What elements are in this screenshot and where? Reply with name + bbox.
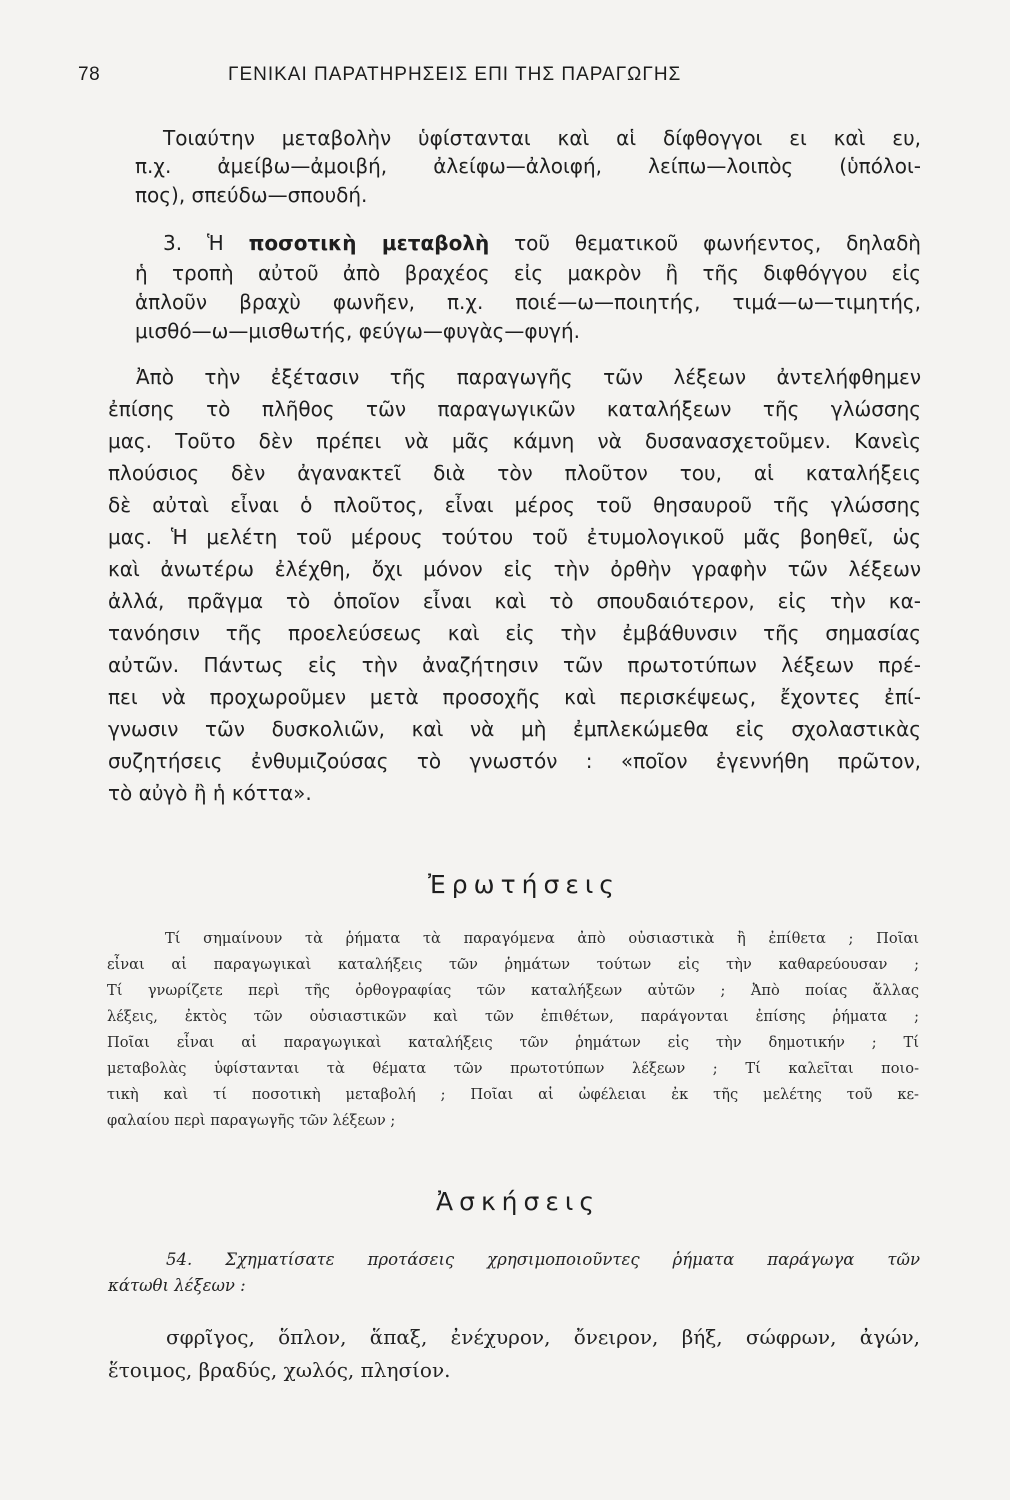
- question-line: εἶναι αἱ παραγωγικαὶ καταλήξεις τῶν ῥημάτων τούτων εἰς τὴν καθαρεύουσαν ;: [107, 956, 919, 973]
- running-head: [78, 64, 928, 94]
- exercises-heading: Ἀσκήσεις: [436, 1187, 601, 1216]
- text-line: Ἀπὸ τὴν ἐξέτασιν τῆς παραγωγῆς τῶν λέξεων ἀντελήφθημεν: [136, 365, 921, 389]
- text-line: [163, 231, 921, 255]
- text-line: αὐτῶν. Πάντως εἰς τὴν ἀναζήτησιν τῶν πρωτοτύπων λέξεων πρέ-: [108, 653, 921, 677]
- item-number: 3. Ἡ: [163, 231, 249, 255]
- text-line: π.χ. ἀμείβω—ἀμοιβή, ἀλείφω—ἀλοιφή, λείπω—λοιπὸς (ὑπόλοι-: [135, 154, 921, 178]
- text-fragment: τοῦ θεματικοῦ φωνήεντος, δηλαδὴ: [489, 231, 921, 255]
- text-line: ἁπλοῦν βραχὺ φωνῆεν, π.χ. ποιέ—ω—ποιητής, τιμά—ω—τιμητής,: [135, 290, 921, 314]
- exercise-word-list: [108, 1325, 920, 1395]
- instruction-line: 54. Σχηματίσατε προτάσεις χρησιμοποιοῦντες ῥήματα παράγωγα τῶν: [166, 1250, 920, 1269]
- paragraph-derivation-discussion: [108, 365, 921, 825]
- question-line: Ποῖαι εἶναι αἱ παραγωγικαὶ καταλήξεις τῶν ῥημάτων εἰς τὴν δημοτικήν ; Τί: [107, 1034, 919, 1051]
- question-line: τικὴ καὶ τί ποσοτικὴ μεταβολή ; Ποῖαι αἱ ὠφέλειαι ἐκ τῆς μελέτης τοῦ κε-: [107, 1086, 919, 1103]
- chapter-title: ΓΕΝΙΚΑΙ ΠΑΡΑΤΗΡΗΣΕΙΣ ΕΠΙ ΤΗΣ ΠΑΡΑΓΩΓΗΣ: [228, 64, 682, 85]
- text-line: καὶ ἀνωτέρω ἐλέχθη, ὄχι μόνον εἰς τὴν ὀρθὴν γραφὴν τῶν λέξεων: [108, 557, 921, 581]
- text-line: μας. Ἡ μελέτη τοῦ μέρους τούτου τοῦ ἐτυμολογικοῦ μᾶς βοηθεῖ, ὡς: [108, 525, 921, 549]
- text-line: ἡ τροπὴ αὐτοῦ ἀπὸ βραχέος εἰς μακρὸν ἢ τῆς διφθόγγου εἰς: [135, 261, 921, 285]
- text-line: πει νὰ προχωροῦμεν μετὰ προσοχῆς καὶ περισκέψεως, ἔχοντες ἐπί-: [108, 685, 921, 709]
- text-line: μας. Τοῦτο δὲν πρέπει νὰ μᾶς κάμνη νὰ δυσανασχετοῦμεν. Κανεὶς: [108, 429, 921, 453]
- text-line: δὲ αὐταὶ εἶναι ὁ πλοῦτος, εἶναι μέρος τοῦ θησαυροῦ τῆς γλώσσης: [108, 493, 921, 517]
- word-line: σφρῖγος, ὅπλον, ἅπαξ, ἐνέχυρον, ὄνειρον, βήξ, σώφρων, ἀγών,: [166, 1325, 920, 1349]
- paragraph-vowel-change: [135, 126, 921, 216]
- bold-term: ποσοτικὴ μεταβολὴ: [248, 231, 490, 255]
- text-line: τὸ αὐγὸ ἢ ἡ κόττα».: [108, 781, 312, 805]
- text-line: τανόησιν τῆς προελεύσεως καὶ εἰς τὴν ἐμβάθυνσιν τῆς σημασίας: [108, 621, 921, 645]
- page-number: 78: [78, 64, 101, 85]
- text-line: γνωσιν τῶν δυσκολιῶν, καὶ νὰ μὴ ἐμπλεκώμεθα εἰς σχολαστικὰς: [108, 717, 921, 741]
- question-line: Τί γνωρίζετε περὶ τῆς ὀρθογραφίας τῶν καταλήξεων αὐτῶν ; Ἀπὸ ποίας ἄλλας: [107, 982, 919, 999]
- text-line: Τοιαύτην μεταβολὴν ὑφίστανται καὶ αἱ δίφθογγοι ει καὶ ευ,: [163, 126, 921, 150]
- question-line: Τί σημαίνουν τὰ ῥήματα τὰ παραγόμενα ἀπὸ οὐσιαστικὰ ἢ ἐπίθετα ; Ποῖαι: [165, 930, 919, 947]
- exercise-instruction: [108, 1250, 920, 1305]
- word-line: ἕτοιμος, βραδύς, χωλός, πλησίον.: [108, 1358, 451, 1382]
- paragraph-quantitative-change: [135, 231, 921, 356]
- question-line: φαλαίου περὶ παραγωγῆς τῶν λέξεων ;: [107, 1112, 396, 1129]
- questions-block: [107, 930, 919, 1140]
- questions-heading: Ἐρωτήσεις: [428, 870, 620, 899]
- text-line: πλούσιος δὲν ἀγανακτεῖ διὰ τὸν πλοῦτον του, αἱ καταλήξεις: [108, 461, 921, 485]
- text-line: ἀλλά, πρᾶγμα τὸ ὁποῖον εἶναι καὶ τὸ σπουδαιότερον, εἰς τὴν κα-: [108, 589, 921, 613]
- question-line: μεταβολὰς ὑφίστανται τὰ θέματα τῶν πρωτοτύπων λέξεων ; Τί καλεῖται ποιο-: [107, 1060, 919, 1077]
- text-line: συζητήσεις ἐνθυμιζούσας τὸ γνωστόν : «ποῖον ἐγεννήθη πρῶτον,: [108, 749, 921, 773]
- text-line: μισθό—ω—μισθωτής, φεύγω—φυγὰς—φυγή.: [135, 319, 581, 343]
- text-line: ἐπίσης τὸ πλῆθος τῶν παραγωγικῶν καταλήξεων τῆς γλώσσης: [108, 397, 921, 421]
- instruction-line: κάτωθι λέξεων :: [108, 1276, 246, 1295]
- question-line: λέξεις, ἐκτὸς τῶν οὐσιαστικῶν καὶ τῶν ἐπιθέτων, παράγονται ἐπίσης ῥήματα ;: [107, 1008, 919, 1025]
- text-line: πος), σπεύδω—σπουδή.: [135, 183, 368, 207]
